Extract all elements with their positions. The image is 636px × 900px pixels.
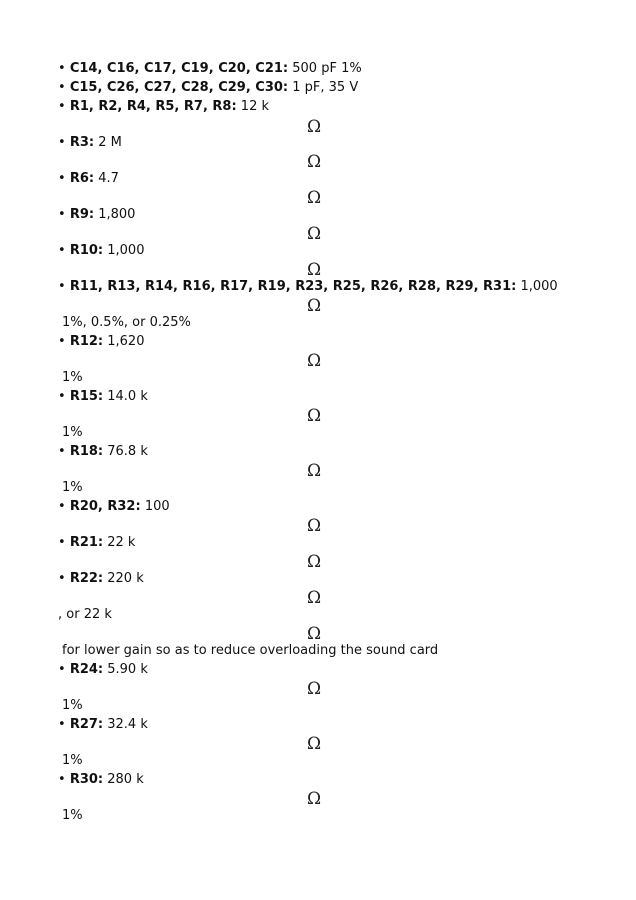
component-value: 500 pF 1% [288,61,362,76]
bullet: • [58,662,66,677]
omega-symbol: Ω [307,117,322,137]
component-value: 14.0 k [103,389,148,404]
component-label: R24: [69,662,104,677]
bullet: • [58,80,66,95]
bullet: • [58,135,66,150]
component-value: 22 k [103,535,136,550]
component-value: 1,000 [103,243,145,258]
component-value: 1,000 [516,279,558,294]
list-item [58,772,144,787]
tolerance-text: 1% [62,480,83,495]
omega-symbol: Ω [307,296,322,316]
bullet: • [58,61,66,76]
component-label: R21: [69,535,104,550]
list-item [58,499,170,514]
bullet: • [58,535,66,550]
list-item [58,662,148,677]
list-item [58,243,144,258]
omega-symbol: Ω [307,789,322,809]
component-label: R12: [69,334,104,349]
component-label: R3: [69,135,95,150]
bullet: • [58,171,66,186]
omega-symbol: Ω [307,152,322,172]
bullet: • [58,389,66,404]
tolerance-text: 1% [62,753,83,768]
bullet: • [58,772,66,787]
bullet: • [58,207,66,222]
bullet: • [58,571,66,586]
bullet: • [58,717,66,732]
component-label: R6: [69,171,95,186]
component-value: 1 pF, 35 V [288,80,359,95]
component-value: 32.4 k [103,717,148,732]
note-text: for lower gain so as to reduce overloading the sound card [62,643,439,658]
component-label: R1, R2, R4, R5, R7, R8: [69,99,237,114]
list-item [58,571,144,586]
component-label: C14, C16, C17, C19, C20, C21: [69,61,289,76]
omega-symbol: Ω [307,588,322,608]
alternate-value-text: , or 22 k [58,607,112,622]
list-item [58,279,558,294]
tolerance-text: 1% [62,370,83,385]
component-label: R15: [69,389,104,404]
component-label: R10: [69,243,104,258]
component-value: 4.7 [94,171,119,186]
list-item [58,135,122,150]
bullet: • [58,444,66,459]
tolerance-text: 1% [62,698,83,713]
list-item [58,444,148,459]
component-label: R18: [69,444,104,459]
list-item [58,334,144,349]
omega-symbol: Ω [307,224,322,244]
omega-symbol: Ω [307,552,322,572]
component-label: R30: [69,772,104,787]
list-item [58,61,362,76]
list-item [58,99,269,114]
bullet: • [58,99,66,114]
component-label: R11, R13, R14, R16, R17, R19, R23, R25, R26, R28, R29, R31: [69,279,517,294]
omega-symbol: Ω [307,406,322,426]
list-item [58,207,135,222]
tolerance-text: 1%, 0.5%, or 0.25% [62,315,191,330]
omega-symbol: Ω [307,516,322,536]
component-value: 1,620 [103,334,145,349]
component-value: 220 k [103,571,144,586]
component-value: 100 [140,499,170,514]
component-value: 1,800 [94,207,136,222]
component-label: R27: [69,717,104,732]
component-value: 2 M [94,135,122,150]
component-value: 12 k [236,99,270,114]
tolerance-text: 1% [62,808,83,823]
component-label: R22: [69,571,104,586]
bullet: • [58,279,66,294]
omega-symbol: Ω [307,679,322,699]
omega-symbol: Ω [307,734,322,754]
component-label: R20, R32: [69,499,141,514]
tolerance-text: 1% [62,425,83,440]
omega-symbol: Ω [307,624,322,644]
bullet: • [58,499,66,514]
component-label: C15, C26, C27, C28, C29, C30: [69,80,289,95]
bullet: • [58,334,66,349]
omega-symbol: Ω [307,260,322,280]
list-item [58,171,119,186]
omega-symbol: Ω [307,188,322,208]
component-label: R9: [69,207,95,222]
component-value: 76.8 k [103,444,148,459]
list-item [58,80,358,95]
component-value: 280 k [103,772,144,787]
bullet: • [58,243,66,258]
omega-symbol: Ω [307,461,322,481]
list-item [58,717,148,732]
list-item [58,389,148,404]
omega-symbol: Ω [307,351,322,371]
component-value: 5.90 k [103,662,148,677]
list-item [58,535,135,550]
